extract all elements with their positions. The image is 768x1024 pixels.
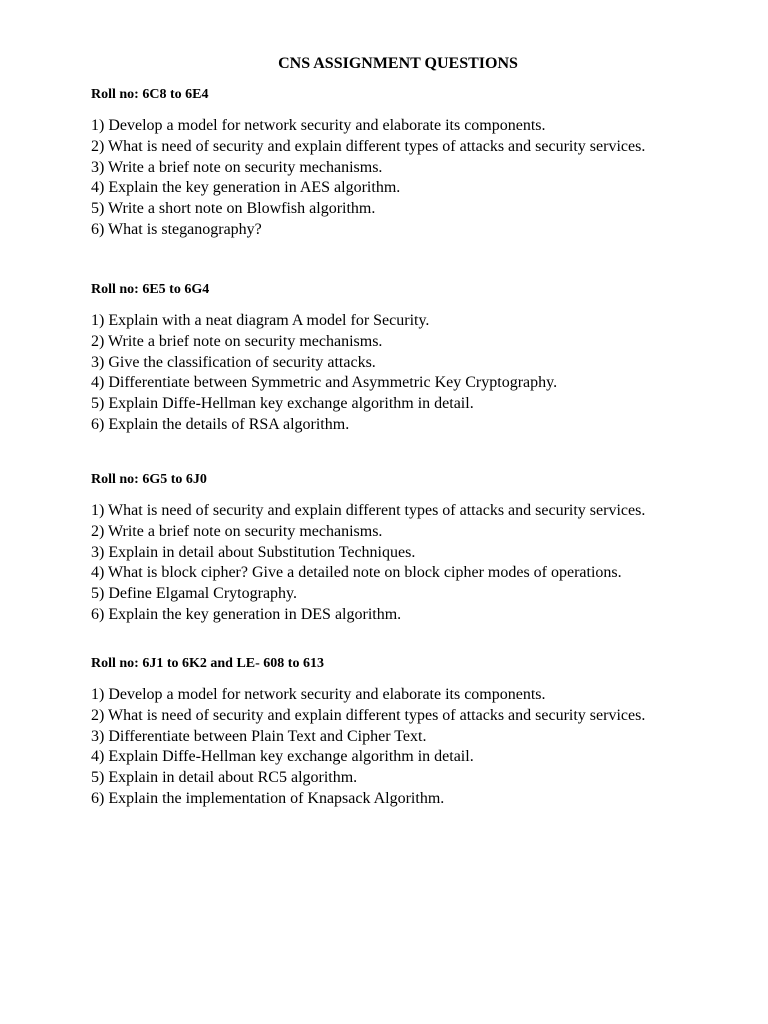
question-item: 6) What is steganography? (91, 220, 262, 238)
question-list (91, 501, 761, 626)
question-item: 4) Explain the key generation in AES algorithm. (91, 179, 401, 197)
question-item: 2) Write a brief note on security mechanisms. (91, 522, 383, 540)
question-section-6j1-to-6k2 (91, 655, 761, 810)
question-item: 5) Write a short note on Blowfish algorithm. (91, 200, 376, 218)
question-list (91, 311, 761, 436)
question-item: 6) Explain the key generation in DES algorithm. (91, 605, 402, 623)
question-item: 4) Differentiate between Symmetric and Asymmetric Key Cryptography. (91, 374, 558, 392)
question-item: 1) Develop a model for network security and elaborate its components. (91, 686, 546, 703)
question-item: 2) What is need of security and explain different types of attacks and security services. (91, 706, 646, 724)
question-item: 3) Explain in detail about Substitution Techniques. (91, 543, 416, 561)
question-section-6c8-to-6e4 (91, 86, 761, 241)
question-section-6g5-to-6j0 (91, 471, 761, 626)
section-heading: Roll no: 6J1 to 6K2 and LE- 608 to 613 (91, 656, 324, 671)
question-item: 2) Write a brief note on security mechanisms. (91, 332, 383, 350)
question-item: 6) Explain the details of RSA algorithm. (91, 415, 350, 433)
question-item: 6) Explain the implementation of Knapsack Algorithm. (91, 789, 445, 807)
question-item: 5) Define Elgamal Crytography. (91, 585, 298, 603)
question-item: 1) Develop a model for network security and elaborate its components. (91, 117, 546, 134)
question-item: 5) Explain in detail about RC5 algorithm. (91, 769, 358, 787)
question-item: 3) Differentiate between Plain Text and Cipher Text. (91, 727, 427, 745)
question-item: 1) What is need of security and explain different types of attacks and security services. (91, 502, 646, 519)
question-item: 5) Explain Diffe-Hellman key exchange algorithm in detail. (91, 395, 474, 413)
question-item: 1) Explain with a neat diagram A model for Security. (91, 312, 430, 329)
question-list (91, 116, 761, 241)
question-item: 2) What is need of security and explain different types of attacks and security services. (91, 137, 646, 155)
section-heading: Roll no: 6G5 to 6J0 (91, 472, 207, 487)
section-heading: Roll no: 6C8 to 6E4 (91, 87, 209, 102)
question-item: 4) What is block cipher? Give a detailed note on block cipher modes of operations. (91, 564, 622, 582)
page-title: CNS ASSIGNMENT QUESTIONS (278, 55, 518, 72)
question-item: 4) Explain Diffe-Hellman key exchange algorithm in detail. (91, 748, 474, 766)
question-item: 3) Give the classification of security attacks. (91, 353, 376, 371)
question-section-6e5-to-6g4 (91, 281, 761, 436)
question-list (91, 685, 761, 810)
section-heading: Roll no: 6E5 to 6G4 (91, 282, 210, 297)
question-item: 3) Write a brief note on security mechanisms. (91, 158, 383, 176)
